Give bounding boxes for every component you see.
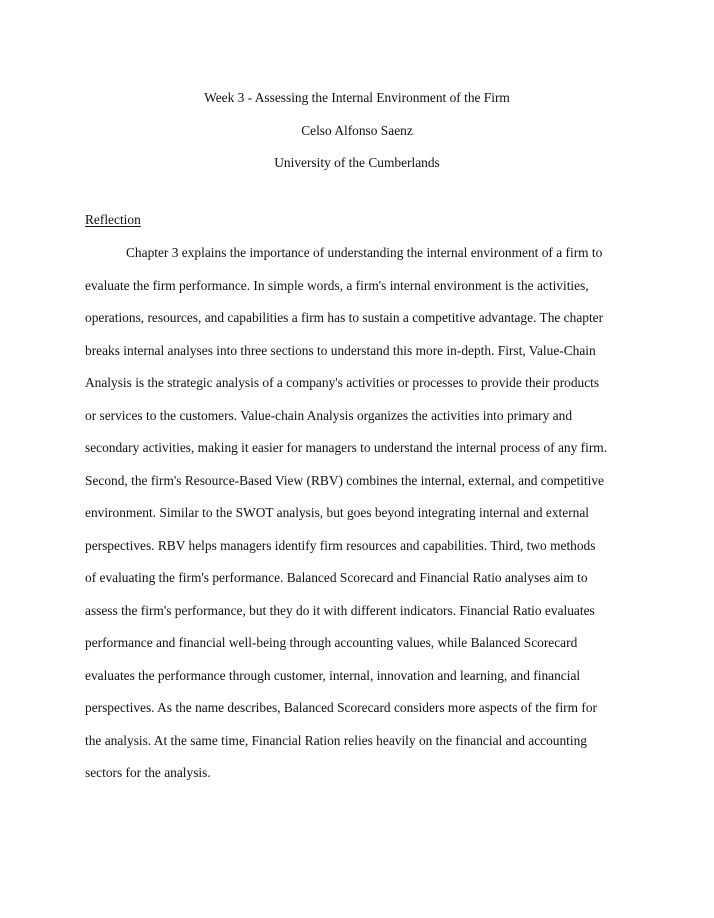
paragraph-line: Chapter 3 explains the importance of understanding the internal environment of a firm to [126, 245, 603, 260]
document-title: Week 3 - Assessing the Internal Environment of the Firm [204, 90, 510, 105]
paragraph-line: operations, resources, and capabilities a firm has to sustain a competitive advantage. The chapter [85, 310, 604, 325]
paragraph-line: secondary activities, making it easier for managers to understand the internal process of any firm. [85, 440, 608, 455]
paragraph-line: Second, the firm's Resource-Based View (RBV) combines the internal, external, and competitive [85, 472, 604, 488]
author-name: Celso Alfonso Saenz [301, 122, 413, 138]
paragraph-line: perspectives. RBV helps managers identify firm resources and capabilities. Third, two methods [85, 537, 596, 553]
paragraph-line: or services to the customers. Value-chain Analysis organizes the activities into primary and [85, 407, 573, 423]
paragraph-line: the analysis. At the same time, Financial Ration relies heavily on the financial and accounting [85, 732, 588, 748]
paragraph-line: breaks internal analyses into three sections to understand this more in-depth. First, Value-Chain [85, 342, 596, 358]
paragraph-line: performance and financial well-being through accounting values, while Balanced Scorecard [85, 635, 578, 650]
paragraph-line: environment. Similar to the SWOT analysis, but goes beyond integrating internal and external [85, 505, 590, 520]
paragraph-line: evaluates the performance through customer, internal, innovation and learning, and financial [85, 667, 581, 683]
title-block [0, 82, 714, 180]
paragraph-line: evaluate the firm performance. In simple words, a firm's internal environment is the activities, [85, 277, 589, 293]
paragraph-line: sectors for the analysis. [85, 765, 211, 780]
reflection-paragraph [85, 240, 645, 793]
paragraph-line: perspectives. As the name describes, Balanced Scorecard considers more aspects of the firm for [85, 700, 598, 715]
paragraph-line: Analysis is the strategic analysis of a company's activities or processes to provide their products [85, 375, 600, 390]
institution-name: University of the Cumberlands [274, 155, 440, 170]
paragraph-line: assess the firm's performance, but they do it with different indicators. Financial Ratio evaluates [85, 602, 595, 618]
paragraph-line: of evaluating the firm's performance. Balanced Scorecard and Financial Ratio analyses aim to [85, 570, 588, 585]
section-heading-reflection: Reflection [85, 212, 141, 227]
